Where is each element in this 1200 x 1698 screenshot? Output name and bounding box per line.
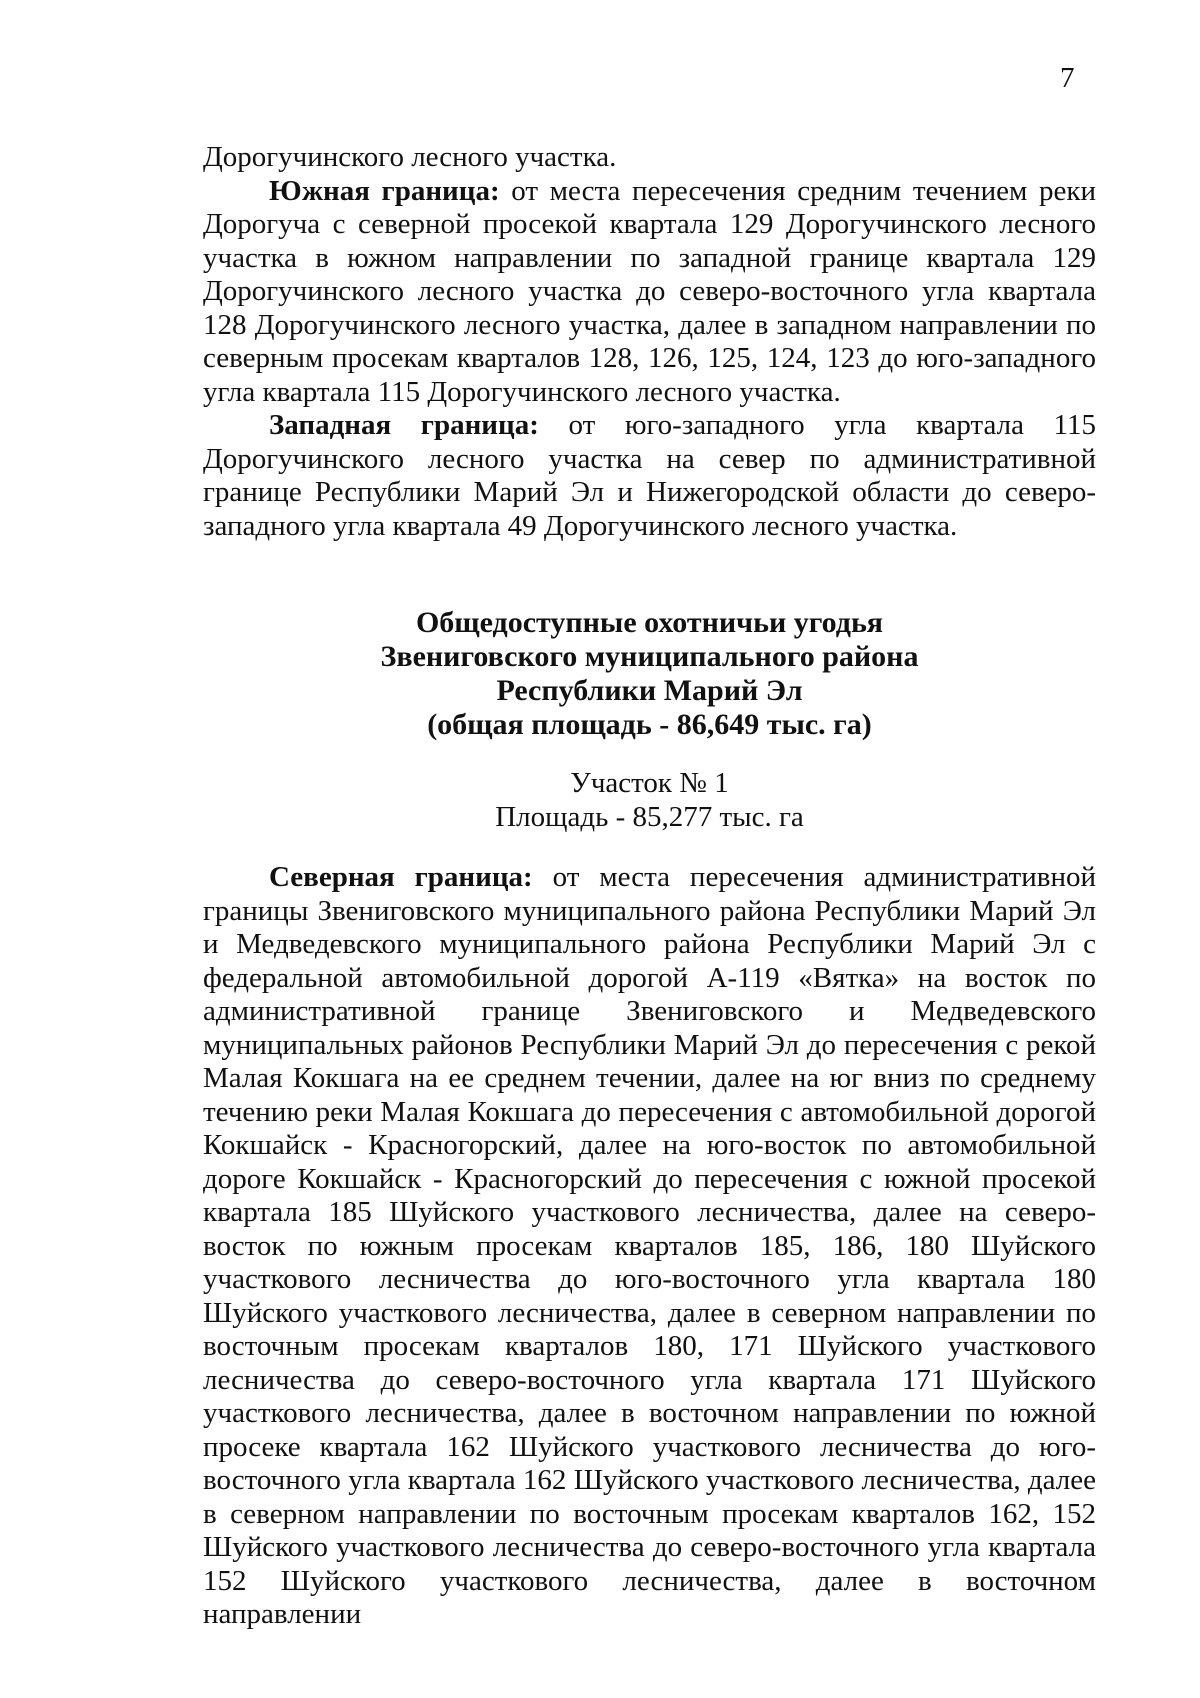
plot-number: Участок № 1 [570,767,729,799]
continuation-paragraph: Дорогучинского лесного участка. [203,141,617,173]
top-text-block [203,141,1096,543]
north-border-text: от места пересечения административной границы Звениговского муниципального района Республики Марий Эл и Медведевского муниципального района Республики Марий Эл с федеральной автомобильной дорогой А-119 «Вятка» на восток по административной границе Звениговского и Медведевского муниципальных районов Республики Марий Эл до пересечения с рекой Малая Кокшага на ее среднем течении, далее на юг вниз по среднему течению реки Малая Кокшага до пересечения с автомобильной дорогой Кокшайск - Красногорский, далее на юго-восток по автомобильной дороге Кокшайск - Красногорский до пересечения с южной просекой квартала 185 Шуйского участкового лесничества, далее на северо-восток по южным просекам кварталов 185, 186, 180 Шуйского участкового лесничества до юго-восточного угла квартала 180 Шуйского участкового лесничества, далее в северном направлении по восточным просекам кварталов 180, 171 Шуйского участкового лесничества до северо-восточного угла квартала 171 Шуйского участкового лесничества, далее в восточном направлении по южной просеке квартала 162 Шуйского участкового лесничества до юго-восточного угла квартала 162 Шуйского участкового лесничества, далее в северном направлении по восточным просекам кварталов 162, 152 Шуйского участкового лесничества до северо-восточного угла квартала 152 Шуйского участкового лесничества, далее в восточном направлении [203,861,1097,1630]
west-border-paragraph [203,409,1096,543]
plot-info [203,766,1096,834]
north-border-paragraph [203,861,1096,1632]
heading-line-3: Республики Марий Эл [496,674,803,707]
bottom-text-block [203,861,1096,1632]
west-border-text: от юго-западного угла квартала 115 Дорогучинского лесного участка на север по административной границе Республики Марий Эл и Нижегородской области до северо-западного угла квартала 49 Дорогучинского лесного участка. [203,409,1096,542]
plot-area: Площадь - 85,277 тыс. га [495,801,804,833]
heading-line-1: Общедоступные охотничьи угодья [415,606,884,639]
north-border-label: Северная граница: [269,861,533,893]
south-border-label: Южная граница: [269,174,500,207]
section-heading [203,606,1096,742]
page-number: 7 [1060,62,1075,94]
south-border-paragraph [203,175,1096,410]
west-border-label: Западная граница: [269,409,539,441]
heading-line-4: (общая площадь - 86,649 тыс. га) [427,708,872,741]
south-border-text: от места пересечения средним течением реки Дорогуча с северной просекой квартала 129 Дорогучинского лесного участка в южном направлении по западной границе квартала 129 Дорогучинского лесного участка до северо-восточного угла квартала 128 Дорогучинского лесного участка, далее в западном направлении по северным просекам кварталов 128, 126, 125, 124, 123 до юго-западного угла квартала 115 Дорогучинского лесного участка. [203,174,1096,408]
heading-line-2: Звениговского муниципального района [380,640,919,673]
